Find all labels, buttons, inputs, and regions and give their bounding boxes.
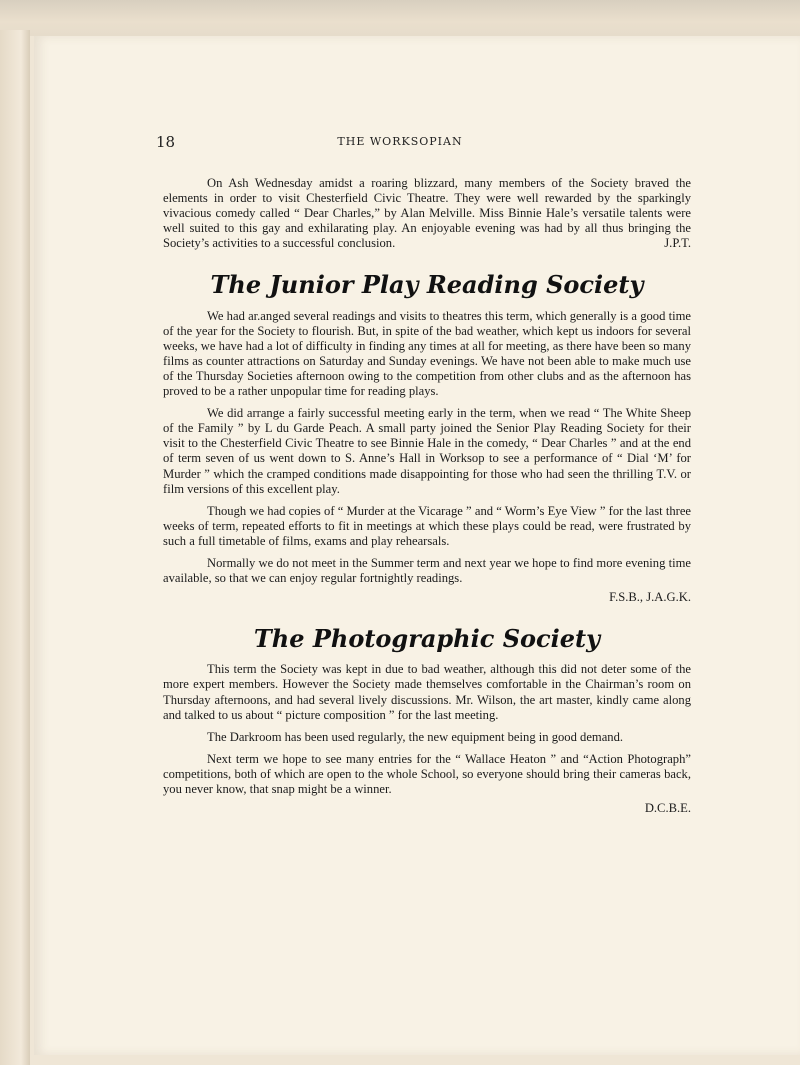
page-header: [0, 133, 800, 153]
signature-fsb-jagk: F.S.B., J.A.G.K.: [609, 590, 691, 605]
top-page-edge: [0, 0, 800, 36]
page-number: 18: [156, 133, 176, 151]
junior-paragraph-3: Though we had copies of “ Murder at the Vicarage ” and “ Worm’s Eye View ” for the last three weeks of term, repeated efforts to fit in meetings at which these plays could be read, were frustrated by such a full timetable of films, exams and play rehearsals.: [163, 503, 691, 548]
photographic-section: [163, 624, 691, 816]
photo-paragraph-2: The Darkroom has been used regularly, the new equipment being in good demand.: [207, 729, 624, 744]
junior-paragraph-2: We did arrange a fairly successful meeting early in the term, when we read “ The White Sheep of the Family ” by L du Garde Peach. A small party joined the Senior Play Reading Society for their visit to the Chesterfield Civic Theatre to see Binnie Hale in the comedy, “ Dear Charles ” and at the end of term seven of us went down to S. Anne’s Hall in Worksop to see a performance of “ Dial ‘M’ for Murder ” which the cramped conditions made disappointing for those who had seen the thrilling T.V. or film versions of this excellent play.: [163, 406, 691, 496]
photo-heading: The Photographic Society: [253, 624, 601, 654]
article-body: [163, 176, 691, 816]
junior-heading: The Junior Play Reading Society: [210, 270, 644, 300]
senior-play-reading-section: [163, 176, 691, 251]
junior-play-reading-section: [163, 270, 691, 605]
left-page-edge: [0, 30, 30, 1065]
junior-paragraph-1: We had ar.anged several readings and visits to theatres this term, which generally is a good time of the year for the Society to flourish. But, in spite of the bad weather, which kept us indoors for several weeks, we have had a lot of difficulty in finding any times at all for meeting, as there have been so many films as counter attractions on Saturday and Sunday evenings. We have not been able to make much use of the Thursday Societies afternoon owing to the competition from other clubs and as the afternoon has proved to be a rather unpopular time for reading plays.: [163, 308, 691, 399]
signature-jpt: J.P.T.: [664, 236, 691, 251]
junior-paragraph-4: Normally we do not meet in the Summer term and next year we hope to find more evening time available, so that we can enjoy regular fortnightly readings.: [163, 555, 691, 586]
photo-paragraph-3: Next term we hope to see many entries for the “ Wallace Heaton ” and “Action Photograph” competitions, both of which are open to the whole School, so everyone should bring their cameras back, you never know, that snap might be a winner.: [163, 751, 691, 796]
photo-paragraph-1: This term the Society was kept in due to bad weather, although this did not deter some of the more expert members. However the Society made themselves comfortable in the Chairman’s room on Thursday afternoons, and had several lively discussions. Mr. Wilson, the art master, kindly came along and talked to us about “ picture composition ” for the last meeting.: [163, 662, 691, 722]
signature-dcbe: D.C.B.E.: [644, 801, 691, 816]
running-title: THE WORKSOPIAN: [337, 135, 463, 148]
intro-paragraph: On Ash Wednesday amidst a roaring blizzard, many members of the Society braved the elements in order to visit Chesterfield Civic Theatre. They were well rewarded by the sparkingly vivacious comedy called “ Dear Charles,” by Alan Melville. Miss Binnie Hale’s versatile talents were well suited to this gay and exhilarating play. An enjoyable evening was had by all thus bringing the Society’s activities to a successful conclusion. J.P.T.: [163, 176, 691, 251]
